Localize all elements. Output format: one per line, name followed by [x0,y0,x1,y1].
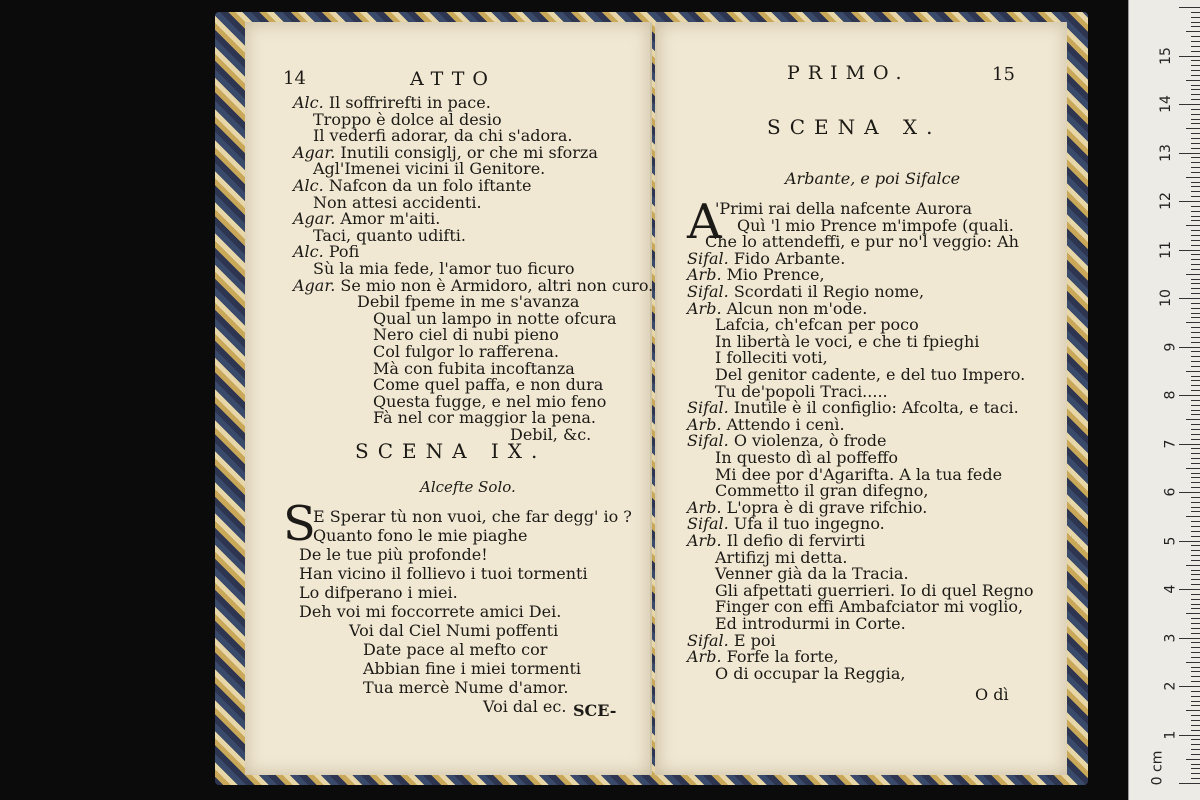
ruler-tick [1191,773,1200,774]
ruler-tick [1191,366,1200,367]
ruler-number: 13 [1158,143,1175,162]
verse-text: Il soffrirefti in pace. [328,93,491,112]
verse-text: Questa fugge, e nel mio feno [373,391,607,411]
ruler-tick [1191,220,1200,221]
ruler-tick [1191,705,1200,706]
ruler-tick [1191,642,1200,643]
ruler-tick [1191,410,1200,411]
ruler-tick [1191,99,1200,100]
ruler-tick [1191,196,1200,197]
ruler-tick [1191,405,1200,406]
ruler-tick [1191,85,1200,86]
speaker-label: Arb. [687,531,722,550]
ruler-tick [1191,676,1200,677]
ruler-tick [1179,298,1200,299]
speaker-label: Arb. [687,414,722,434]
aria-line: De le tue più profonde! [299,545,488,564]
ruler-tick [1191,652,1200,653]
ruler-tick [1186,516,1200,517]
ruler-tick [1191,75,1200,76]
ruler-tick [1186,468,1200,469]
ruler-tick [1191,380,1200,381]
ruler-tick [1186,31,1200,32]
catchword: SCE- [573,701,617,720]
ruler-tick [1191,390,1200,391]
ruler-tick [1191,259,1200,260]
ruler-tick [1179,395,1200,396]
page-number: 14 [283,68,306,89]
ruler-tick [1191,356,1200,357]
ruler-tick [1191,279,1200,280]
verse-text: Fà nel cor maggior la pena. [373,408,597,428]
ruler-tick [1191,458,1200,459]
verse-text: Mi dee por d'Agarifta. A la tua fede [715,464,1003,484]
page-number: 15 [992,64,1015,85]
verse-text: O di occupar la Reggia, [715,663,906,683]
verse-text: Debil, &c. [510,425,592,444]
ruler-tick [1191,584,1200,585]
speaker-label: Alc. [293,242,324,262]
ruler-tick [1179,541,1200,542]
aria-line: Deh voi mi foccorrete amici Dei. [299,602,562,621]
verse-text: Finger con effi Ambafciator mi voglio, [715,597,1024,617]
ruler-number: 15 [1158,46,1175,65]
ruler-tick [1191,332,1200,333]
ruler-tick [1191,17,1200,18]
ruler-number: 7 [1162,439,1179,448]
ruler-tick [1191,623,1200,624]
ruler-tick [1179,589,1200,590]
scene-cast: Alcefte Solo. [420,478,516,496]
verse-text: In libertà le voci, e che ti fpieghi [715,331,980,351]
ruler-tick [1191,531,1200,532]
ruler-tick [1191,317,1200,318]
ruler-tick [1191,186,1200,187]
ruler-tick [1191,618,1200,619]
ruler-tick [1191,41,1200,42]
ruler-tick [1186,80,1200,81]
speaker-label: Arb. [687,647,722,667]
verse-text: Quì 'l mio Prence m'impofe (quali. [737,215,1014,235]
ruler-tick [1191,434,1200,435]
ruler-number: 3 [1162,633,1179,642]
verse-text: Agl'Imenei vicini il Genitore. [313,159,546,179]
ruler-tick [1191,671,1200,672]
ruler-tick [1191,599,1200,600]
ruler-tick [1191,439,1200,440]
verse-text: Sù la mia fede, l'amor tuo ficuro [313,259,575,278]
ruler-tick [1179,347,1200,348]
ruler-tick [1191,647,1200,648]
scene-title: SCENA X. [767,115,942,139]
ruler-tick [1186,613,1200,614]
ruler-tick [1191,424,1200,425]
speaker-label: Sifal. [687,514,729,534]
verse-text: Del genitor cadente, e del tuo Impero. [715,365,1026,384]
ruler-tick [1179,56,1200,57]
ruler-tick [1191,157,1200,158]
speaker-label: Sifal. [687,630,729,650]
ruler-tick [1191,376,1200,377]
ruler-tick [1179,686,1200,687]
ruler-tick [1191,477,1200,478]
ruler-tick [1191,725,1200,726]
ruler-tick [1191,109,1200,110]
ruler-tick [1191,182,1200,183]
ruler-tick [1191,148,1200,149]
ruler-number: 11 [1158,240,1175,259]
aria-line: Abbian fine i miei tormenti [363,659,581,678]
verse-text: Se mio non è Armidoro, altri non curo. [340,275,654,295]
verse-text: In questo dì al poffeffo [715,448,898,467]
verse-text: Inutile è il configlio: Afcolta, e taci. [733,398,1019,418]
speaker-label: Agar. [293,142,336,162]
ruler-tick [1179,492,1200,493]
ruler-tick [1191,696,1200,697]
ruler-tick [1186,128,1200,129]
verse-text: Come quel paffa, e non dura [373,375,604,395]
ruler-tick [1191,327,1200,328]
verse-text: E poi [733,630,776,650]
ruler-tick [1191,526,1200,527]
ruler-tick [1191,570,1200,571]
verse-text: I folleciti voti, [715,348,828,368]
verse-text: Mà con fubita incoftanza [373,358,575,378]
ruler-tick [1191,482,1200,483]
ruler-tick [1179,153,1200,154]
ruler-tick [1186,565,1200,566]
ruler-tick [1191,633,1200,634]
ruler-tick [1179,783,1200,784]
ruler-tick [1191,521,1200,522]
aria-line: Voi dal ec. [483,697,567,716]
ruler-number: 5 [1162,536,1179,545]
ruler-tick [1191,206,1200,207]
ruler-tick [1191,133,1200,134]
ruler-tick [1179,7,1200,8]
aria-line: Tua mercè Nume d'amor. [363,678,569,697]
aria-line: Quanto fono le mie piaghe [313,526,528,545]
speaker-label: Arb. [687,298,722,318]
speaker-label: Arb. [687,497,722,517]
ruler-tick [1186,225,1200,226]
verse-line [715,665,906,683]
running-head: PRIMO. [787,62,910,84]
ruler-tick [1191,351,1200,352]
ruler-tick [1191,123,1200,124]
ruler-tick [1191,235,1200,236]
ruler-tick [1186,322,1200,323]
verse-text: Nafcon da un folo iftante [328,176,532,195]
ruler-tick [1191,172,1200,173]
verse-text: Inutili consiglj, or che mi sforza [340,142,598,162]
ruler-tick [1191,167,1200,168]
ruler-tick [1191,65,1200,66]
ruler-tick [1191,657,1200,658]
speaker-label: Sifal. [687,282,729,301]
verse-text: Commetto il gran difegno, [715,481,929,501]
ruler-tick [1179,201,1200,202]
ruler-tick [1191,511,1200,512]
verse-text: O violenza, ò frode [733,431,887,451]
ruler-tick [1191,22,1200,23]
ruler-number: 6 [1162,487,1179,497]
aria-line: Date pace al mefto cor [363,640,548,659]
dropcap: A [687,194,722,250]
speaker-label: Alc. [293,176,324,195]
aria-line: E Sperar tù non vuoi, che far degg' io ? [313,507,632,526]
speaker-label: Agar. [293,275,336,295]
verse-text: Attendo i cenì. [726,414,845,434]
ruler-tick [1179,444,1200,445]
ruler-tick [1191,628,1200,629]
ruler-tick [1191,254,1200,255]
verse-text: Gli afpettati guerrieri. Io di quel Regno [715,580,1034,600]
verse-text: Il vederfi adorar, da chi s'adora. [313,126,573,146]
ruler-unit-label: 0 cm [1149,750,1166,786]
verse-text: 'Primi rai della nafcente Aurora [715,199,973,218]
verse-text: Amor m'aiti. [340,209,441,229]
ruler-tick [1191,12,1200,13]
ruler-tick [1191,308,1200,309]
ruler-tick [1191,749,1200,750]
ruler-tick [1191,143,1200,144]
ruler-tick [1191,545,1200,546]
aria-line: Han vicino il follievo i tuoi tormenti [299,564,588,583]
verse-text: Fido Arbante. [733,248,846,268]
ruler-tick [1191,94,1200,95]
verse-text: Ufa il tuo ingegno. [733,514,885,534]
verse-text: Debil fpeme in me s'avanza [357,292,580,312]
ruler-tick [1191,211,1200,212]
verse-text: Qual un lampo in notte ofcura [373,308,617,328]
ruler-tick [1191,594,1200,595]
ruler-tick [1191,768,1200,769]
right-page [655,22,1067,775]
dropcap: S [283,496,316,552]
verse-text: Tu de'popoli Traci..... [715,381,888,401]
ruler-tick [1186,274,1200,275]
ruler-tick [1191,778,1200,779]
ruler-tick [1191,89,1200,90]
ruler-tick [1191,60,1200,61]
ruler-tick [1191,70,1200,71]
ruler-tick [1191,667,1200,668]
scene-title: SCENA IX. [355,439,547,463]
ruler-tick [1191,337,1200,338]
verse-text: Pofi [328,242,360,262]
ruler-tick [1191,720,1200,721]
ruler-tick [1191,36,1200,37]
speaker-label: Alc. [293,93,324,112]
ruler-tick [1191,283,1200,284]
speaker-label: Arb. [687,265,722,285]
ruler-number: 1 [1162,730,1179,739]
speaker-label: Sifal. [687,248,729,268]
ruler-tick [1191,453,1200,454]
ruler-tick [1186,177,1200,178]
verse-text: Alcun non m'ode. [726,298,868,318]
ruler-tick [1191,245,1200,246]
ruler-tick [1191,502,1200,503]
ruler-tick [1191,303,1200,304]
ruler-number: 8 [1162,390,1179,400]
verse-text: Non attesi accidenti. [313,192,482,212]
ruler-tick [1186,662,1200,663]
ruler-tick [1191,400,1200,401]
ruler-number: 10 [1158,289,1175,307]
ruler-tick [1186,710,1200,711]
ruler-tick [1191,487,1200,488]
ruler-tick [1179,104,1200,105]
ruler-tick [1191,119,1200,120]
ruler-tick [1191,414,1200,415]
ruler-tick [1191,574,1200,575]
ruler-tick [1191,51,1200,52]
left-page [245,22,652,775]
ruler-tick [1191,288,1200,289]
speaker-label: Sifal. [687,431,729,451]
ruler-tick [1179,638,1200,639]
ruler-tick [1191,550,1200,551]
ruler-tick [1191,138,1200,139]
ruler-tick [1191,264,1200,265]
verse-text: Artifizj mi detta. [715,547,848,567]
ruler-tick [1191,754,1200,755]
ruler-tick [1179,735,1200,736]
ruler-tick [1191,463,1200,464]
ruler-tick [1191,429,1200,430]
ruler-tick [1191,604,1200,605]
ruler-number: 9 [1162,342,1179,351]
verse-text: Col fulgor lo rafferena. [373,342,559,361]
verse-text: Nero ciel di nubi pieno [373,325,559,345]
ruler-tick [1191,313,1200,314]
ruler-tick [1191,681,1200,682]
ruler-tick [1191,701,1200,702]
ruler-tick [1191,361,1200,362]
aria-line: Voi dal Ciel Numi poffenti [349,621,559,640]
book-spread [215,12,1088,785]
ruler-tick [1191,114,1200,115]
verse-text: Mio Prence, [726,265,825,285]
verse-text: Ed introdurmi in Corte. [715,614,906,633]
ruler-tick [1191,473,1200,474]
speaker-label: Agar. [293,209,336,229]
ruler-tick [1191,739,1200,740]
ruler-tick [1191,560,1200,561]
ruler-tick [1191,536,1200,537]
ruler-tick [1191,191,1200,192]
speaker-label: Sifal. [687,398,729,418]
verse-text: Il defio di fervirti [726,531,866,550]
ruler-tick [1191,293,1200,294]
ruler-tick [1191,230,1200,231]
ruler-tick [1191,385,1200,386]
ruler-tick [1186,759,1200,760]
aria-line: Lo difperano i miei. [299,583,458,602]
ruler-number: 2 [1162,681,1179,691]
ruler-number: 14 [1158,95,1175,113]
ruler-tick [1191,764,1200,765]
verse-text: Che lo attendeffi, e pur no'l veggio: Ah [705,232,1019,252]
ruler-tick [1186,371,1200,372]
ruler-tick [1191,497,1200,498]
ruler-tick [1191,691,1200,692]
ruler-tick [1191,507,1200,508]
ruler-tick [1191,579,1200,580]
running-head: ATTO [410,68,496,90]
verse-text: L'opra è di grave rifchio. [726,497,928,517]
ruler-tick [1186,419,1200,420]
ruler-tick [1191,216,1200,217]
ruler-tick [1191,162,1200,163]
ruler-tick [1191,448,1200,449]
ruler-tick [1179,250,1200,251]
verse-text: Venner già da la Tracia. [715,564,909,584]
ruler-number: 4 [1162,584,1179,594]
ruler-tick [1191,555,1200,556]
ruler-tick [1191,26,1200,27]
ruler-tick [1191,342,1200,343]
ruler-tick [1191,269,1200,270]
verse-text: Troppo è dolce al desio [313,109,502,129]
verse-text: Lafcia, ch'efcan per poco [715,315,919,335]
ruler-tick [1191,608,1200,609]
ruler-number: 12 [1158,192,1175,210]
ruler-tick [1191,240,1200,241]
verse-text: Taci, quanto udifti. [313,225,466,245]
ruler-tick [1191,46,1200,47]
verse-text: Scordati il Regio nome, [733,282,925,301]
ruler-tick [1191,715,1200,716]
verse-text: Forfe la forte, [726,647,839,667]
measurement-ruler [1128,0,1200,800]
ruler-tick [1191,730,1200,731]
catchword: O dì [975,685,1009,704]
ruler-tick [1191,744,1200,745]
scene-cast: Arbante, e poi Sifalce [785,169,961,188]
